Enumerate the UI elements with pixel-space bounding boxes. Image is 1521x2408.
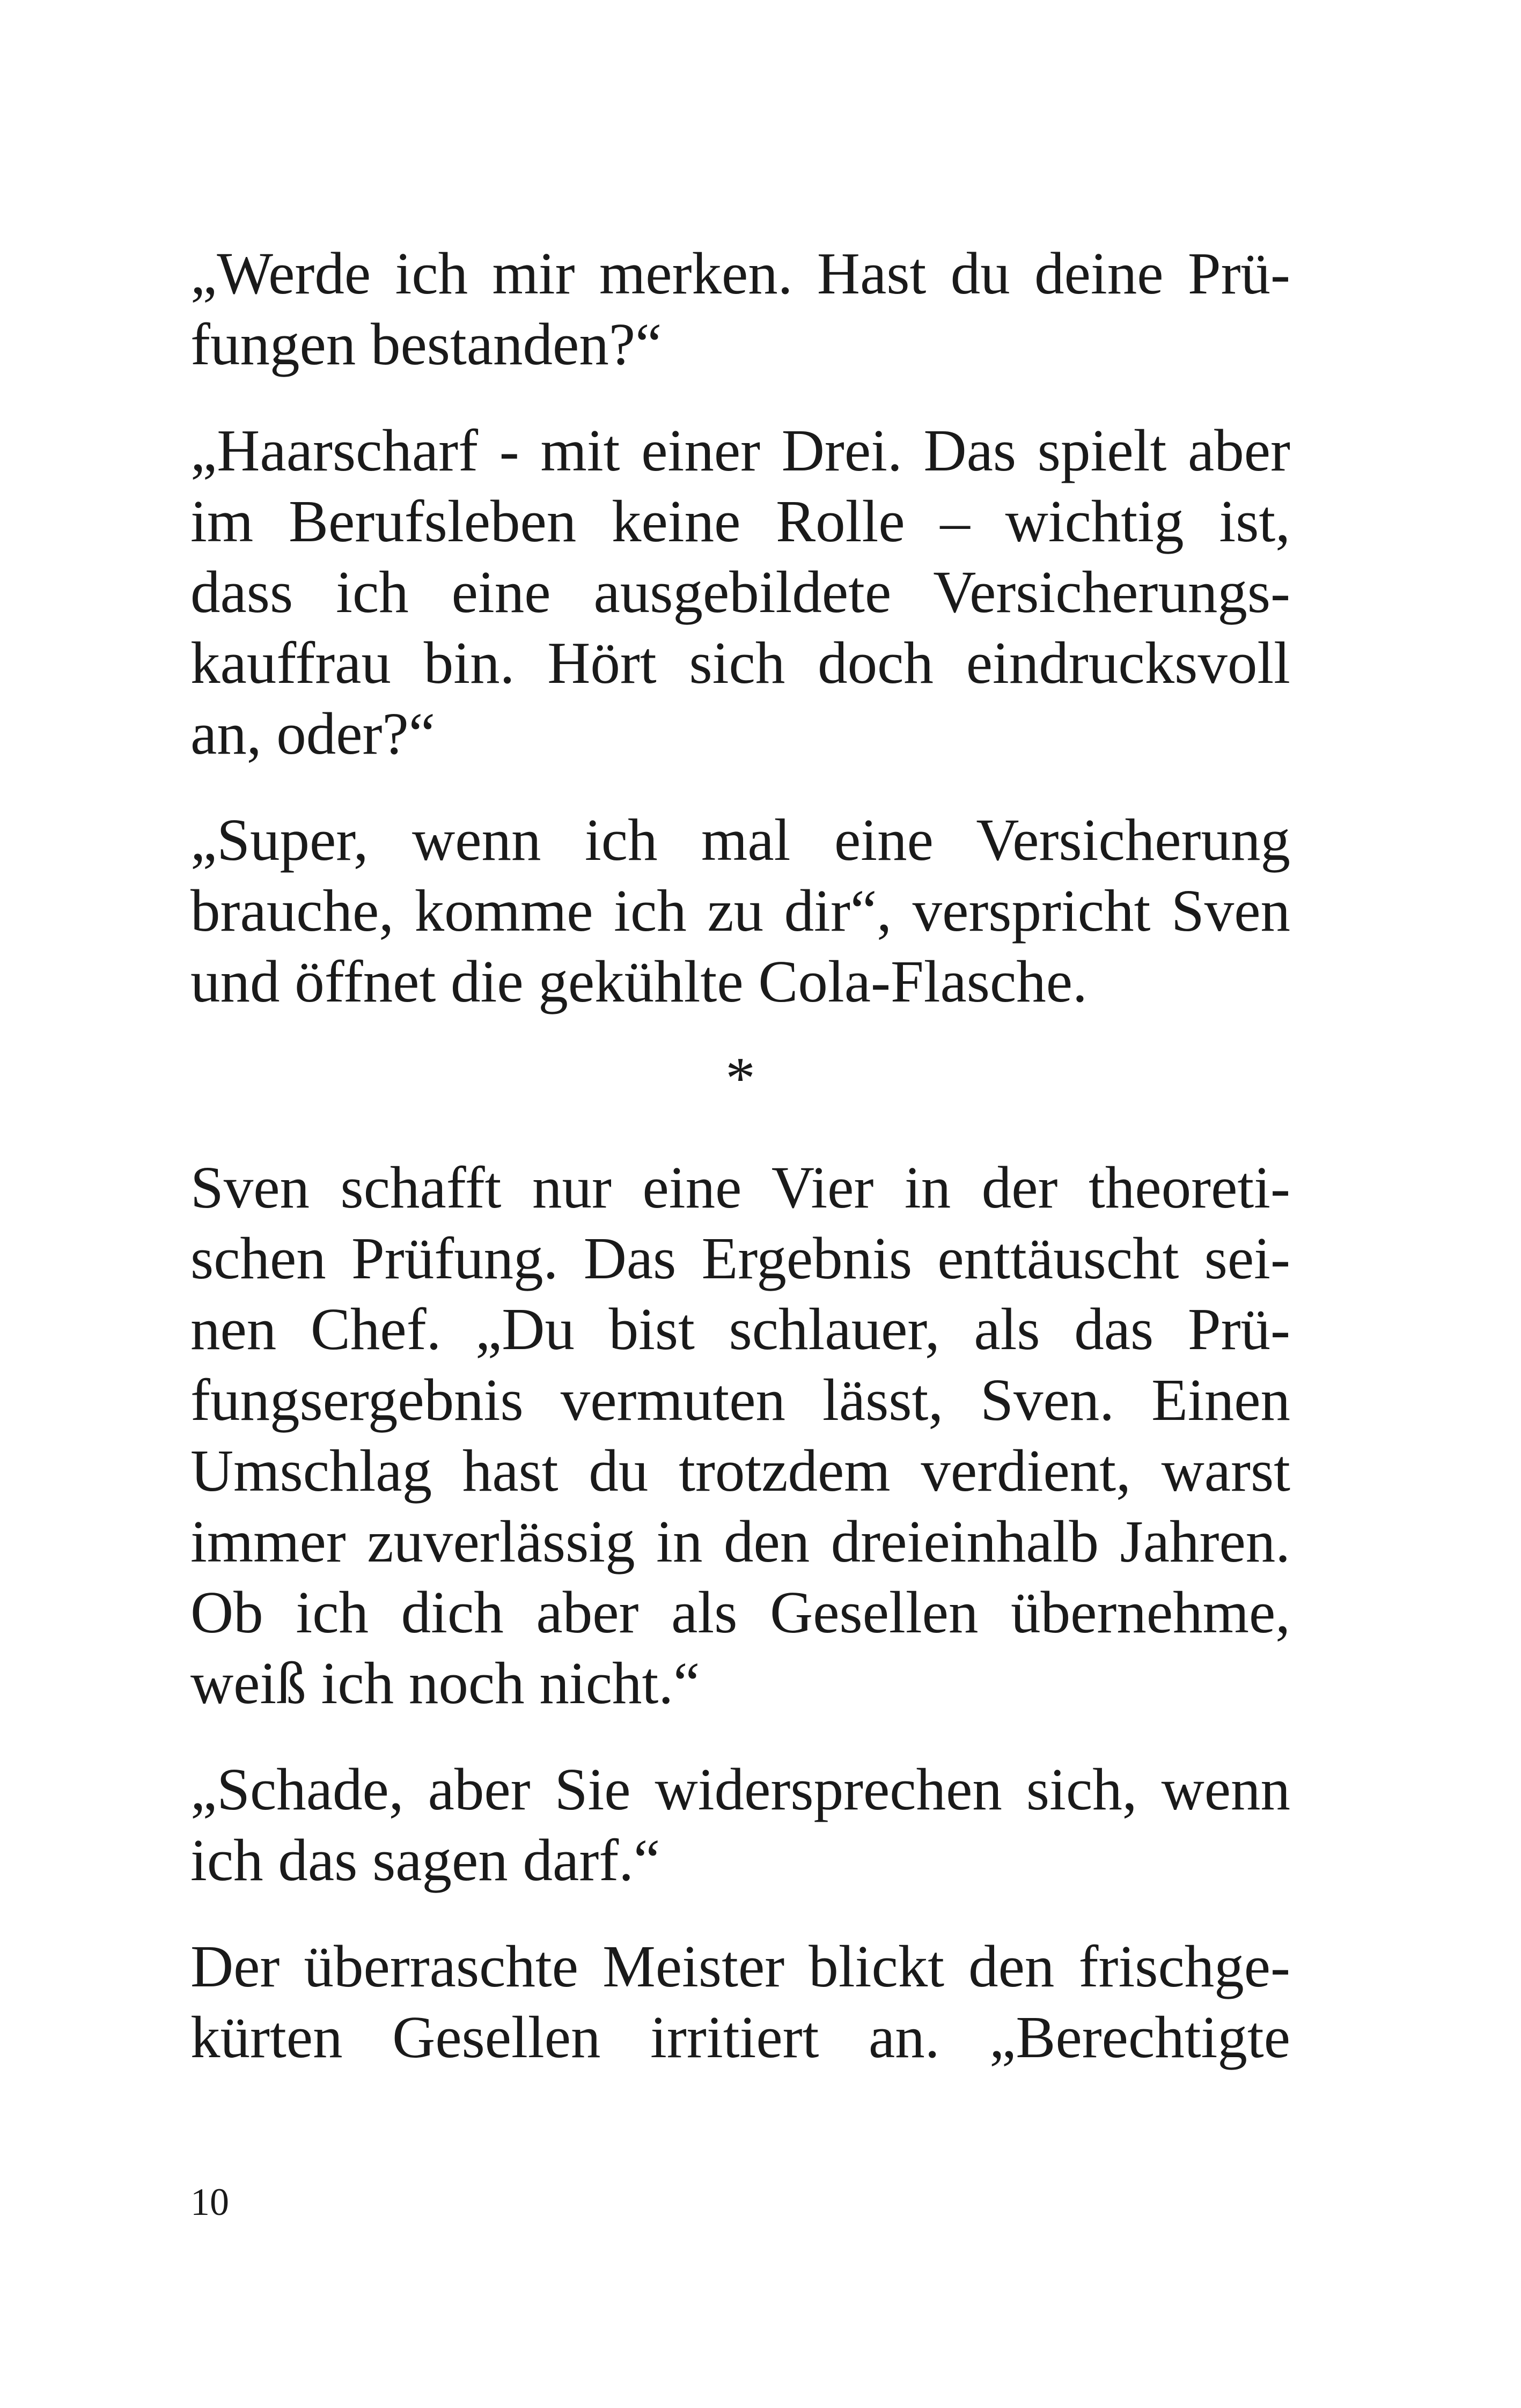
text-line: weiß ich noch nicht.“ xyxy=(190,1651,700,1717)
section-separator: * xyxy=(725,1045,755,1111)
text-line: fungen bestanden?“ xyxy=(190,312,662,378)
paragraph xyxy=(190,239,1290,380)
text-line: schen Prüfung. Das Ergebnis enttäuscht sei- xyxy=(190,1226,1290,1292)
text-line: im Berufsleben keine Rolle – wichtig ist, xyxy=(190,489,1290,555)
text-line: brauche, komme ich zu dir“, verspricht Sven xyxy=(190,878,1290,944)
text-line: dass ich eine ausgebildete Versicherungs- xyxy=(190,559,1290,625)
text-line: kauffrau bin. Hört sich doch eindrucksvoll xyxy=(190,630,1290,696)
paragraph xyxy=(190,805,1290,1018)
paragraph xyxy=(190,1755,1290,1896)
text-line: fungsergebnis vermuten lässt, Sven. Einen xyxy=(190,1367,1290,1433)
text-line: Umschlag hast du trotzdem verdient, warst xyxy=(190,1438,1290,1504)
text-line: immer zuverlässig in den dreieinhalb Jahren. xyxy=(190,1509,1290,1575)
page-body xyxy=(190,239,1290,2073)
paragraph xyxy=(190,1932,1290,2073)
text-line: Sven schafft nur eine Vier in der theoreti- xyxy=(190,1155,1290,1221)
text-line: kürten Gesellen irritiert an. „Berechtigte xyxy=(190,2005,1290,2071)
text-line: „Haarscharf - mit einer Drei. Das spielt aber xyxy=(190,418,1290,484)
paragraph xyxy=(190,1153,1290,1719)
text-line: „Super, wenn ich mal eine Versicherung xyxy=(190,807,1290,873)
paragraph xyxy=(190,416,1290,770)
text-line: Ob ich dich aber als Gesellen übernehme, xyxy=(190,1580,1290,1646)
text-line: „Schade, aber Sie widersprechen sich, wenn xyxy=(190,1757,1290,1823)
text-block-before-separator xyxy=(190,239,1290,1018)
text-line: nen Chef. „Du bist schlauer, als das Prü- xyxy=(190,1297,1290,1363)
text-line: und öffnet die gekühlte Cola-Flasche. xyxy=(190,949,1088,1015)
text-line: an, oder?“ xyxy=(190,701,436,767)
text-line: Der überraschte Meister blickt den frischge- xyxy=(190,1934,1290,2000)
text-line: ich das sagen darf.“ xyxy=(190,1828,660,1894)
text-line: „Werde ich mir merken. Hast du deine Prü- xyxy=(190,241,1290,307)
page-number: 10 xyxy=(190,2181,229,2223)
text-block-after-separator xyxy=(190,1153,1290,2073)
